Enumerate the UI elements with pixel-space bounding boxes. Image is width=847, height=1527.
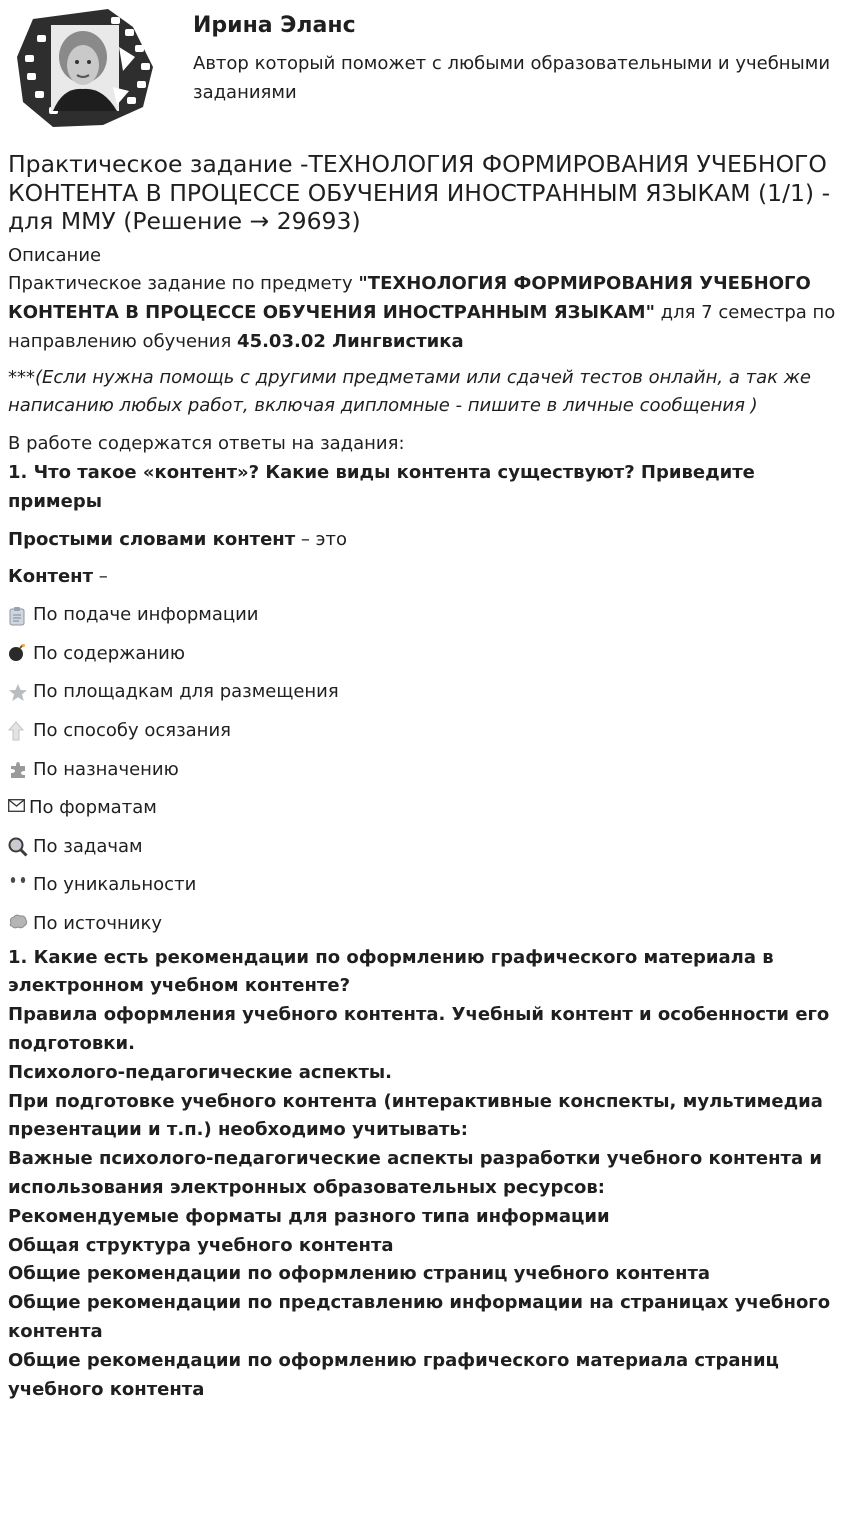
star-icon: [8, 683, 28, 703]
author-avatar[interactable]: [13, 7, 159, 129]
simple-words-line: [8, 526, 839, 555]
category-label: По подаче информации: [33, 604, 259, 626]
category-label: По форматам: [29, 797, 157, 819]
category-label: По уникальности: [33, 874, 197, 896]
list-item: [8, 751, 839, 790]
brain-icon: [8, 914, 28, 934]
question-heading: Общие рекомендации по представлению информации на страницах учебного контента: [8, 1292, 831, 1342]
question-heading: Общая структура учебного контента: [8, 1234, 394, 1256]
list-item: [8, 673, 839, 712]
envelope-icon: [8, 799, 25, 819]
list-item: [8, 596, 839, 635]
category-label: По площадкам для размещения: [33, 681, 339, 703]
intro-direction: 45.03.02 Лингвистика: [237, 330, 464, 352]
question-heading: Общие рекомендации по оформлению графического материала страниц учебного контента: [8, 1349, 779, 1400]
simple-words-rest: – это: [295, 528, 347, 550]
page-title: Практическое задание -ТЕХНОЛОГИЯ ФОРМИРОВАНИЯ УЧЕБНОГО КОНТЕНТА В ПРОЦЕССЕ ОБУЧЕНИЯ ИНОСТРАННЫМ ЯЗЫКАМ (1/1) - для ММУ (Решение → 29693): [8, 150, 831, 235]
question-heading: Общие рекомендации по оформлению страниц учебного контента: [8, 1263, 711, 1285]
category-label: По назначению: [33, 758, 179, 780]
content-categories-list: [8, 596, 839, 943]
intro-prefix: Практическое задание по предмету: [8, 273, 359, 295]
description-label: Описание: [8, 244, 102, 266]
question-heading: 1. Какие есть рекомендации по оформлению графического материала в электронном учебном контенте?: [8, 946, 774, 997]
list-item: [8, 828, 839, 867]
question-heading: Рекомендуемые форматы для разного типа информации: [8, 1205, 610, 1227]
content-definition: [8, 563, 839, 592]
category-label: По содержанию: [33, 642, 185, 664]
list-item: [8, 635, 839, 674]
author-description: Автор который поможет с любыми образовательными и учебными заданиями: [193, 53, 831, 103]
eyes-icon: [8, 876, 28, 896]
content-def-bold: Контент: [8, 566, 94, 588]
note-stars: ***: [8, 366, 35, 388]
question-heading: Правила оформления учебного контента. Учебный контент и особенности его подготовки.: [8, 1004, 830, 1054]
clipboard-icon: [8, 606, 28, 626]
arrow-up-icon: [8, 721, 28, 741]
bomb-icon: [8, 644, 28, 664]
author-card: [8, 0, 839, 135]
simple-words-bold: Простыми словами контент: [8, 528, 296, 550]
list-item: [8, 866, 839, 905]
question-heading: Важные психолого-педагогические аспекты разработки учебного контента и использования электронных образовательных ресурсов:: [8, 1148, 823, 1198]
magnifier-icon: [8, 837, 28, 857]
question-heading: Психолого-педагогические аспекты.: [8, 1061, 392, 1083]
question-1: 1. Что такое «контент»? Какие виды контента существуют? Приведите примеры: [8, 462, 755, 512]
list-item: [8, 712, 839, 751]
intro-subject: "ТЕХНОЛОГИЯ ФОРМИРОВАНИЯ УЧЕБНОГО КОНТЕНТА В ПРОЦЕССЕ ОБУЧЕНИЯ ИНОСТРАННЫМ ЯЗЫКАМ": [8, 273, 811, 324]
puzzle-icon: [8, 760, 28, 780]
question-heading: При подготовке учебного контента (интерактивные конспекты, мультимедиа презентации и т.п.) необходимо учитывать:: [8, 1090, 823, 1141]
category-label: По источнику: [33, 913, 162, 935]
intro-text: [8, 270, 839, 356]
note-text: (Если нужна помощь с другими предметами или сдачей тестов онлайн, а так же написанию любых работ, включая дипломные - пишите в личные сообщения ): [8, 366, 811, 417]
intro-middle: для 7 семестра по направлению обучения: [8, 302, 836, 352]
help-note: [8, 364, 839, 422]
contains-label: В работе содержатся ответы на задания:: [8, 433, 405, 455]
content-def-rest: –: [93, 566, 108, 588]
list-item: [8, 789, 839, 828]
category-label: По задачам: [33, 835, 143, 857]
category-label: По способу осязания: [33, 720, 231, 742]
author-name[interactable]: Ирина Эланс: [193, 13, 356, 38]
list-item: [8, 905, 839, 944]
